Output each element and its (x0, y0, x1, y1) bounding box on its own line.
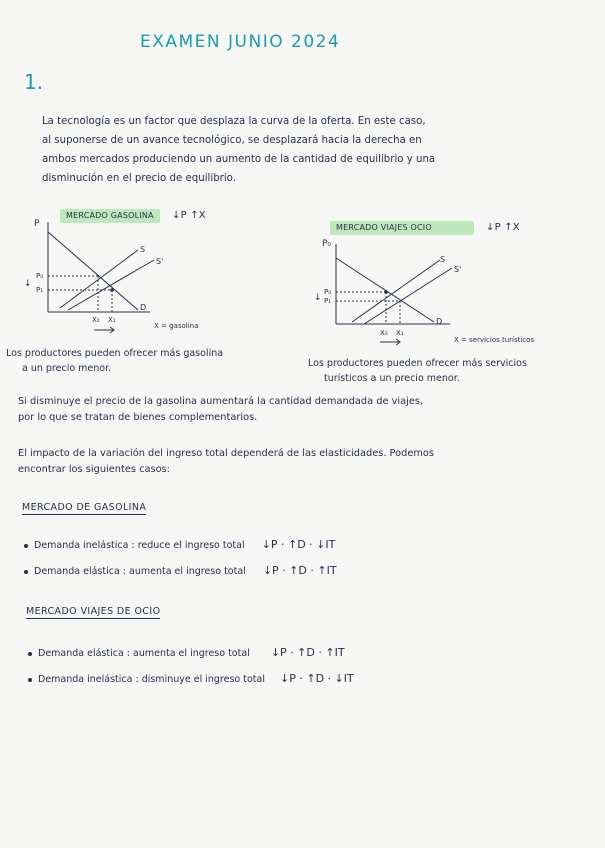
graph2-note-line: turísticos a un precio menor. (324, 373, 460, 384)
page-title: EXAMEN JUNIO 2024 (140, 32, 341, 52)
section1-item-formula: ↓P · ↑D · ↑IT (262, 564, 337, 577)
section1-item-text: Demanda elástica : aumenta el ingreso total (34, 566, 246, 577)
complement-line: Si disminuye el precio de la gasolina aumentará la cantidad demandada de viajes, (18, 396, 424, 407)
section1-item (24, 538, 335, 551)
graph1-d-label: D (140, 303, 147, 312)
section2-heading: MERCADO VIAJES DE OCIO (26, 606, 161, 617)
graph1-y-axis-label: P (34, 219, 40, 229)
section1-item-text: Demanda inelástica : reduce el ingreso total (34, 540, 245, 551)
graph2-supply-demand-diagram (310, 232, 580, 352)
graph2-supply-curve (352, 260, 440, 322)
impact-line: encontrar los siguientes casos: (18, 464, 170, 475)
section2-item (28, 646, 345, 659)
graph1-note-line: Los productores pueden ofrecer más gasolina (6, 348, 224, 359)
graph2-x-axis-label: X = servicios turísticos (454, 336, 535, 344)
graph1-arrows: ↓P ↑X (172, 210, 206, 221)
section2-item-formula: ↓P · ↑D · ↑IT (270, 646, 345, 659)
graph2-x0-tick: X₀ (380, 329, 388, 337)
impact-line: El impacto de la variación del ingreso total dependerá de las elasticidades. Podemos (18, 448, 434, 459)
complement-paragraph (18, 394, 588, 426)
graph2-d-label: D (436, 317, 443, 326)
graph1-x-axis-label: X = gasolina (154, 322, 199, 330)
bullet-dot (28, 652, 32, 656)
question-number: 1. (24, 70, 44, 94)
section2-item-text: Demanda elástica : aumenta el ingreso total (38, 648, 250, 659)
intro-line: La tecnología es un factor que desplaza la curva de la oferta. En este caso, (42, 116, 426, 127)
graph1-supply-demand-diagram (20, 212, 220, 342)
intro-line: disminución en el precio de equilibrio. (42, 173, 236, 184)
section2-item-formula: ↓P · ↑D · ↓IT (280, 672, 354, 685)
graph1-note (6, 346, 223, 376)
graph2-s2-label: S' (454, 265, 462, 274)
graph2-y-axis-label: P₀ (322, 239, 332, 249)
graph2-p0-tick: P₀ (324, 288, 332, 296)
graph2-supply-shifted-curve (364, 268, 452, 324)
graph2-demand-curve (336, 258, 434, 322)
section1-item (24, 564, 337, 577)
graph1-down-arrow: ↓ (24, 279, 32, 289)
intro-line: al suponerse de un avance tecnológico, se desplazará hacia la derecha en (42, 135, 422, 146)
graph1-equilibrium-point (110, 288, 114, 292)
graph2-s-label: S (440, 255, 446, 264)
section2-item (28, 672, 354, 685)
graph2-p1-tick: P₁ (324, 297, 332, 305)
graph1-s-label: S (140, 245, 146, 254)
graph1-s2-label: S' (156, 257, 164, 266)
graph2-label: MERCADO VIAJES OCIO (336, 223, 432, 232)
graph1-label: MERCADO GASOLINA (66, 211, 154, 220)
graph1-p1-tick: P₁ (36, 286, 44, 294)
graph2-note (308, 356, 527, 386)
intro-paragraph (42, 112, 562, 188)
bullet-dot (28, 678, 32, 682)
section1-heading: MERCADO DE GASOLINA (22, 502, 147, 513)
graph2-down-arrow: ↓ (314, 293, 322, 303)
section1-item-formula: ↓P · ↑D · ↓IT (261, 538, 336, 551)
graph1-x0-tick: X₀ (92, 316, 100, 324)
graph2-note-line: Los productores pueden ofrecer más servicios (308, 358, 527, 369)
graph1-note-line: a un precio menor. (22, 363, 112, 374)
graph2-equilibrium-point (384, 290, 388, 294)
graph1-x1-tick: X₁ (108, 316, 116, 324)
graph2-x1-tick: X₁ (396, 329, 404, 337)
intro-line: ambos mercados produciendo un aumento de la cantidad de equilibrio y una (42, 154, 436, 165)
impact-paragraph (18, 446, 593, 478)
graph2-arrows: ↓P ↑X (486, 222, 520, 233)
graph1-p0-tick: P₀ (36, 272, 44, 280)
section2-item-text: Demanda inelástica : disminuye el ingreso total (38, 674, 265, 685)
bullet-dot (24, 570, 28, 574)
bullet-dot (24, 544, 28, 548)
complement-line: por lo que se tratan de bienes complementarios. (18, 412, 258, 423)
graph1-demand-curve (48, 232, 138, 310)
